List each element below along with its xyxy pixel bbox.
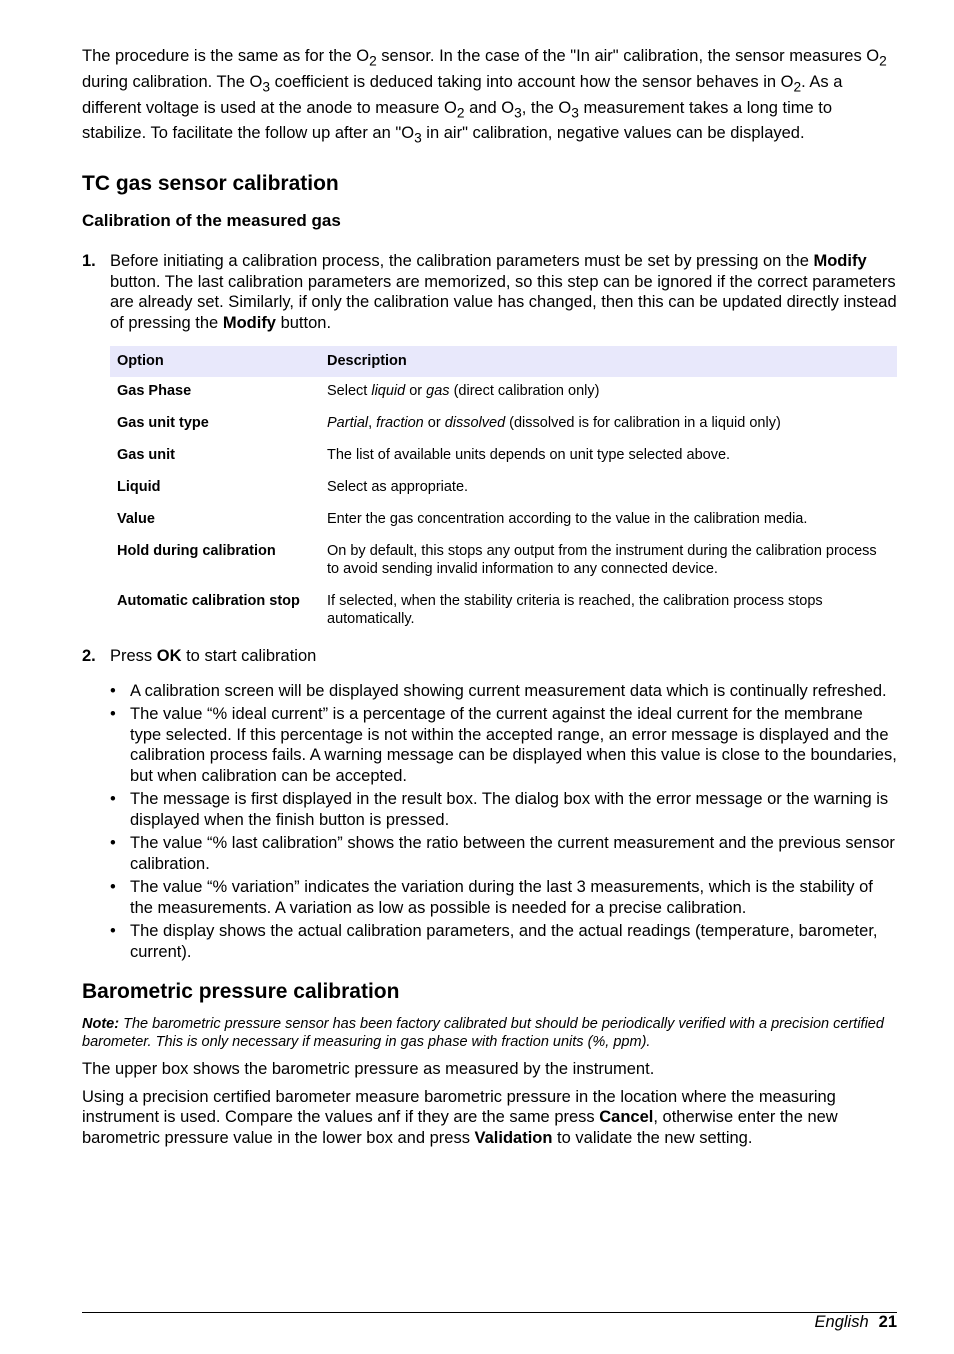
intro-text: and O [464,98,515,117]
intro-text: . As a different voltage is used at the anode to measure O [82,72,843,117]
option-cell: Value [117,511,155,528]
modify-term: Modify [222,313,276,332]
option-cell: Gas unit type [117,415,209,432]
table-row [110,587,897,637]
step-text: Before initiating a calibration process, the calibration parameters must be set by pressing on the Modify button. The last calibration parameters are memorized, so this step can be ignored if the correct parameters are already set. Similarly, if only the calibration value has changed, then this can be updated directly instead of pressing the Modify button. [110,252,897,332]
description-cell: Select as appropriate. [327,479,469,496]
subscript: 3 [514,104,522,120]
calibration-parameters-table [110,346,897,637]
list-item: • A calibration screen will be displayed showing current measurement data which is continually refreshed. [110,681,887,700]
description-cell: Select liquid or gas (direct calibration only) [327,383,600,400]
table-row [110,473,897,505]
subscript: 3 [262,79,271,95]
barometric-section-heading: Barometric pressure calibration [82,980,400,1004]
step-1 [82,251,897,333]
step-number: 2. [82,647,96,666]
description-column-header: Description [320,346,897,377]
cancel-term: Cancel [599,1108,654,1127]
description-cell: If selected, when the stability criteria is reached, the calibration process stops automatically. [327,593,823,628]
table-row [110,441,897,473]
footer-language: English [814,1313,869,1331]
note-paragraph: Note: The barometric pressure sensor has been factory calibrated but should be periodically verified with a precision certified barometer. This is only necessary if measuring in gas phase with fraction units (%, ppm). [82,1016,884,1051]
option-column-header: Option [110,346,320,377]
modify-term: Modify [813,252,867,271]
baro-paragraph-1: The upper box shows the barometric pressure as measured by the instrument. [82,1060,655,1079]
list-item: • The value “% variation” indicates the variation during the last 3 measurements, which is the stability of the measurements. A variation as low as possible is needed for a precise calibration. [110,878,873,917]
validation-term: Validation [474,1128,553,1147]
subscript: 3 [414,130,422,146]
subscript: 3 [571,104,579,120]
option-cell: Liquid [117,479,161,496]
baro-paragraph-2: Using a precision certified barometer measure barometric pressure in the location where the measuring instrument is used. Compare the values anf if they are the same press Cancel, otherwise enter the new barometric pressure value in the lower box and press Validation to validate the new setting. [82,1087,838,1147]
list-item: • The message is first displayed in the result box. The dialog box with the error message or the warning is displayed when the finish button is pressed. [110,790,889,829]
subscript: 2 [793,79,802,95]
intro-text: sensor. In the case of the "In air" calibration, the sensor measures O [376,47,880,65]
description-cell: Enter the gas concentration according to the value in the calibration media. [327,511,808,528]
bullet-icon: • [110,878,116,897]
page-footer [815,1312,897,1332]
subscript: 2 [369,53,377,69]
page-number: 21 [878,1313,897,1331]
description-cell: Partial, fraction or dissolved (dissolved is for calibration in a liquid only) [327,415,781,432]
description-cell: On by default, this stops any output from the instrument during the calibration process to avoid sending invalid information to any connected device. [327,543,877,578]
description-cell: The list of available units depends on unit type selected above. [327,447,731,464]
option-cell: Gas unit [117,447,176,464]
table-header-row [110,346,897,377]
bullet-icon: • [110,790,116,809]
subscript: 2 [456,104,465,120]
intro-paragraph [82,46,897,149]
footer-divider [82,1312,897,1313]
table-row [110,377,897,409]
bullet-icon: • [110,922,116,941]
step-2 [82,646,897,667]
document-page [82,46,897,1148]
intro-text: in air" calibration, negative values can be displayed. [421,124,805,143]
intro-text: , the O [521,98,572,117]
table-row [110,537,897,587]
step-text: Press OK to start calibration [110,647,317,666]
intro-text: during calibration. The O [82,72,263,91]
option-cell: Hold during calibration [117,543,276,560]
intro-text: measurement takes a long time to stabilize. To facilitate the follow up after an "O [82,98,833,143]
option-cell: Gas Phase [117,383,192,400]
list-item: • The value “% ideal current” is a percentage of the current against the ideal current for the membrane type selected. If this percentage is not within the accepted range, an error message is displayed and the calibration process fails. A warning message can be displayed when this value is close to the boundaries, but when calibration can be accepted. [110,705,897,785]
table-row [110,409,897,441]
subscript: 2 [879,53,887,69]
bullet-icon: • [110,681,116,700]
option-cell: Automatic calibration stop [117,593,300,610]
note-label: Note: [82,1016,120,1033]
tc-section-heading: TC gas sensor calibration [82,172,339,196]
ok-term: OK [156,647,182,666]
intro-text: coefficient is deduced taking into account how the sensor behaves in O [270,72,794,91]
list-item: • The value “% last calibration” shows the ratio between the current measurement and the previous sensor calibration. [110,834,895,873]
list-item: • The display shows the actual calibration parameters, and the actual readings (temperature, barometer, current). [110,922,878,961]
step-number: 1. [82,252,96,271]
calibration-notes-list [110,681,897,963]
bullet-icon: • [110,705,116,724]
intro-text: The procedure is the same as for the O [82,47,370,65]
bullet-icon: • [110,834,116,853]
table-row [110,505,897,537]
measured-gas-subheading: Calibration of the measured gas [82,211,341,231]
